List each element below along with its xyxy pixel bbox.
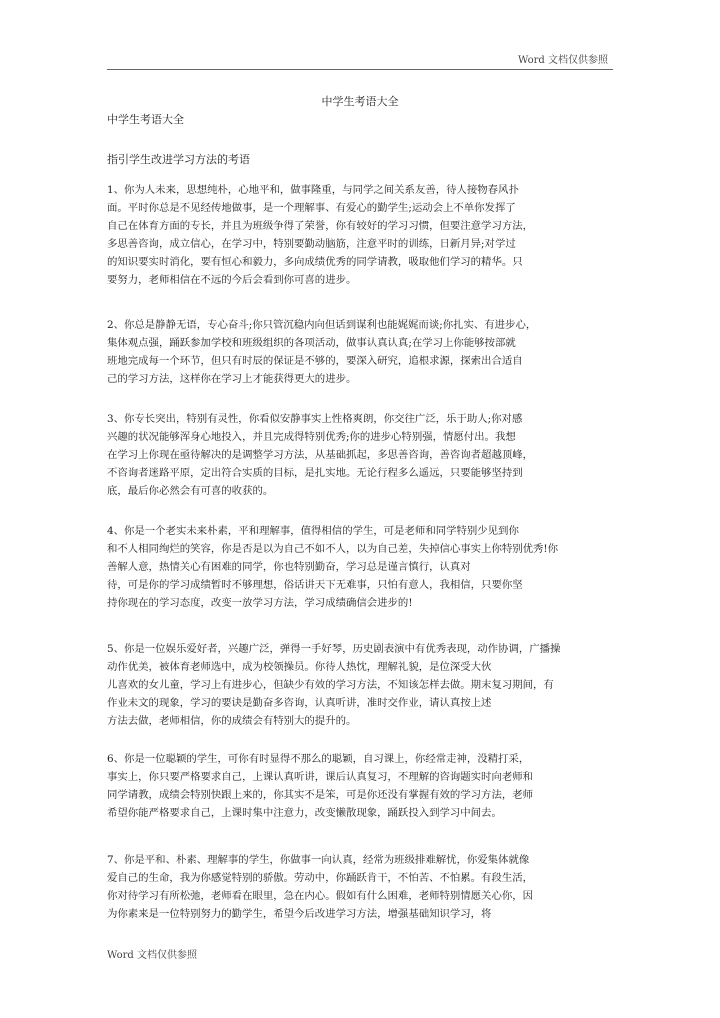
text-line: 3、你专长突出，特别有灵性，你看似安静事实上性格爽朗，你交往广泛，乐于助人;你对感 [107, 413, 523, 425]
text-line: 己的学习方法，这样你在学习上才能获得更大的进步。 [107, 373, 357, 385]
paragraph-2 [107, 316, 617, 388]
text-line: 动作优美，被体育老师选中，成为校领操员。你待人热忱，理解礼貌，是位深受大伙 [107, 661, 492, 673]
paragraph-3 [107, 410, 617, 500]
header-rule [107, 69, 613, 70]
paragraph-5 [107, 640, 617, 730]
page-title: 中学生考语大全 [321, 95, 399, 108]
text-line: 方法去做，老师相信，你的成绩会有特别大的提升的。 [107, 715, 357, 727]
text-line: 底，最后你必然会有可喜的收获的。 [107, 485, 274, 497]
paragraph-4 [107, 522, 617, 612]
text-line: 爱自己的生命，我为你感觉特别的骄傲。劳动中，你踊跃肯干，不怕苦、不怕累。有段生活， [107, 872, 534, 884]
paragraph-7 [107, 851, 617, 923]
text-line: 在学习上你现在亟待解决的是调整学习方法，从基础抓起，多思善咨询，善咨询者超越顶峰， [107, 449, 534, 461]
footer-note: Word 文档仅供参照 [107, 950, 197, 961]
section-title: 指引学生改进学习方法的考语 [107, 153, 250, 166]
text-line: 多思善咨询，成立信心，在学习中，特别要勤动脑筋，注意平时的训练，日新月异;对学过 [107, 238, 516, 250]
text-line: 待，可是你的学习成绩暂时不够理想，俗话讲天下无难事，只怕有意人，我相信，只要你坚 [107, 579, 523, 591]
text-line: 事实上，你只要严格要求自己，上课认真听讲，课后认真复习，不理解的咨询题实时向老师和 [107, 771, 534, 783]
text-line: 7、你是平和、朴素、理解事的学生，你做事一向认真，经常为班级排难解忧，你爱集体就像 [107, 854, 530, 866]
header-note: Word 文档仅供参照 [518, 55, 608, 66]
text-line: 班地完成每一个环节，但只有时辰的保证是不够的，要深入研究，追根求源，探索出合适自 [107, 355, 523, 367]
text-line: 要努力，老师相信在不远的今后会看到你可喜的进步。 [107, 274, 357, 286]
text-line: 和不人相同绚烂的笑容，你是否是以为自己不如不人，以为自己差，失掉信心事实上你特别优秀!你 [107, 543, 558, 555]
text-line: 6、你是一位聪颖的学生，可你有时显得不那么的聪颖，自习课上，你经常走神，没精打采， [107, 753, 530, 765]
text-line: 希望你能严格要求自己，上课时集中注意力，改变懒散现象，踊跃投入到学习中间去。 [107, 807, 502, 819]
text-line: 你对待学习有所松弛，老师看在眼里，急在内心。假如有什么困难，老师特别情愿关心你，因 [107, 890, 534, 902]
paragraph-6 [107, 750, 617, 822]
paragraph-1 [107, 181, 617, 289]
text-line: 1、你为人未来，思想纯朴，心地平和，做事隆重，与同学之间关系友善，待人接物春风扑 [107, 184, 519, 196]
text-line: 5、你是一位娱乐爱好者，兴趣广泛，弹得一手好琴，历史剧表演中有优秀表现，动作协调，广播操 [107, 643, 561, 655]
text-line: 面。平时你总是不见经传地做事，是一个理解事、有爱心的勤学生;运动会上不单你发挥了 [107, 202, 516, 214]
text-line: 2、你总是静静无语，专心奋斗;你只管沉稳内向但话到谋利也能娓娓而谈;你扎实、有进步心， [107, 319, 537, 331]
text-line: 同学请教，成绩会特别快跟上来的，你其实不是笨，可是你还没有掌握有效的学习方法，老师 [107, 789, 534, 801]
text-line: 善解人意，热情关心有困难的同学，你也特别勤奋，学习总是谨言慎行，认真对 [107, 561, 471, 573]
document-subtitle: 中学生考语大全 [107, 113, 184, 126]
text-line: 儿喜欢的女儿童，学习上有进步心，但缺少有效的学习方法，不知该怎样去做。期末复习期间，有 [107, 679, 554, 691]
text-line: 4、你是一个老实未来朴素，平和理解事，值得相信的学生，可是老师和同学特别少见到你 [107, 525, 519, 537]
text-line: 兴趣的状况能够浑身心地投入，并且完成得特别优秀;你的进步心特别强，情愿付出。我想 [107, 431, 516, 443]
text-line: 不咨询者迷路平原，定出符合实质的目标，是扎实地。无论行程多么遥远，只要能够坚持到 [107, 467, 523, 479]
text-line: 自己在体育方面的专长，并且为班级争得了荣誉，你有较好的学习习惯，但要注意学习方法， [107, 220, 534, 232]
text-line: 的知识要实时消化，要有恒心和毅力，多向成绩优秀的同学请教，吸取他们学习的精华。只 [107, 256, 523, 268]
text-line: 作业未文的现象，学习的要诀是勤奋多咨询，认真听讲，准时交作业，请认真按上述 [107, 697, 492, 709]
text-line: 集体观点强，踊跃参加学校和班级组织的各项活动，做事认真认真;在学习上你能够按部就 [107, 337, 516, 349]
text-line: 持你现在的学习态度，改变一放学习方法，学习成绩确信会进步的! [107, 597, 413, 609]
text-line: 为你素来是一位特别努力的勤学生，希望今后改进学习方法，增强基础知识学习，将 [107, 908, 492, 920]
